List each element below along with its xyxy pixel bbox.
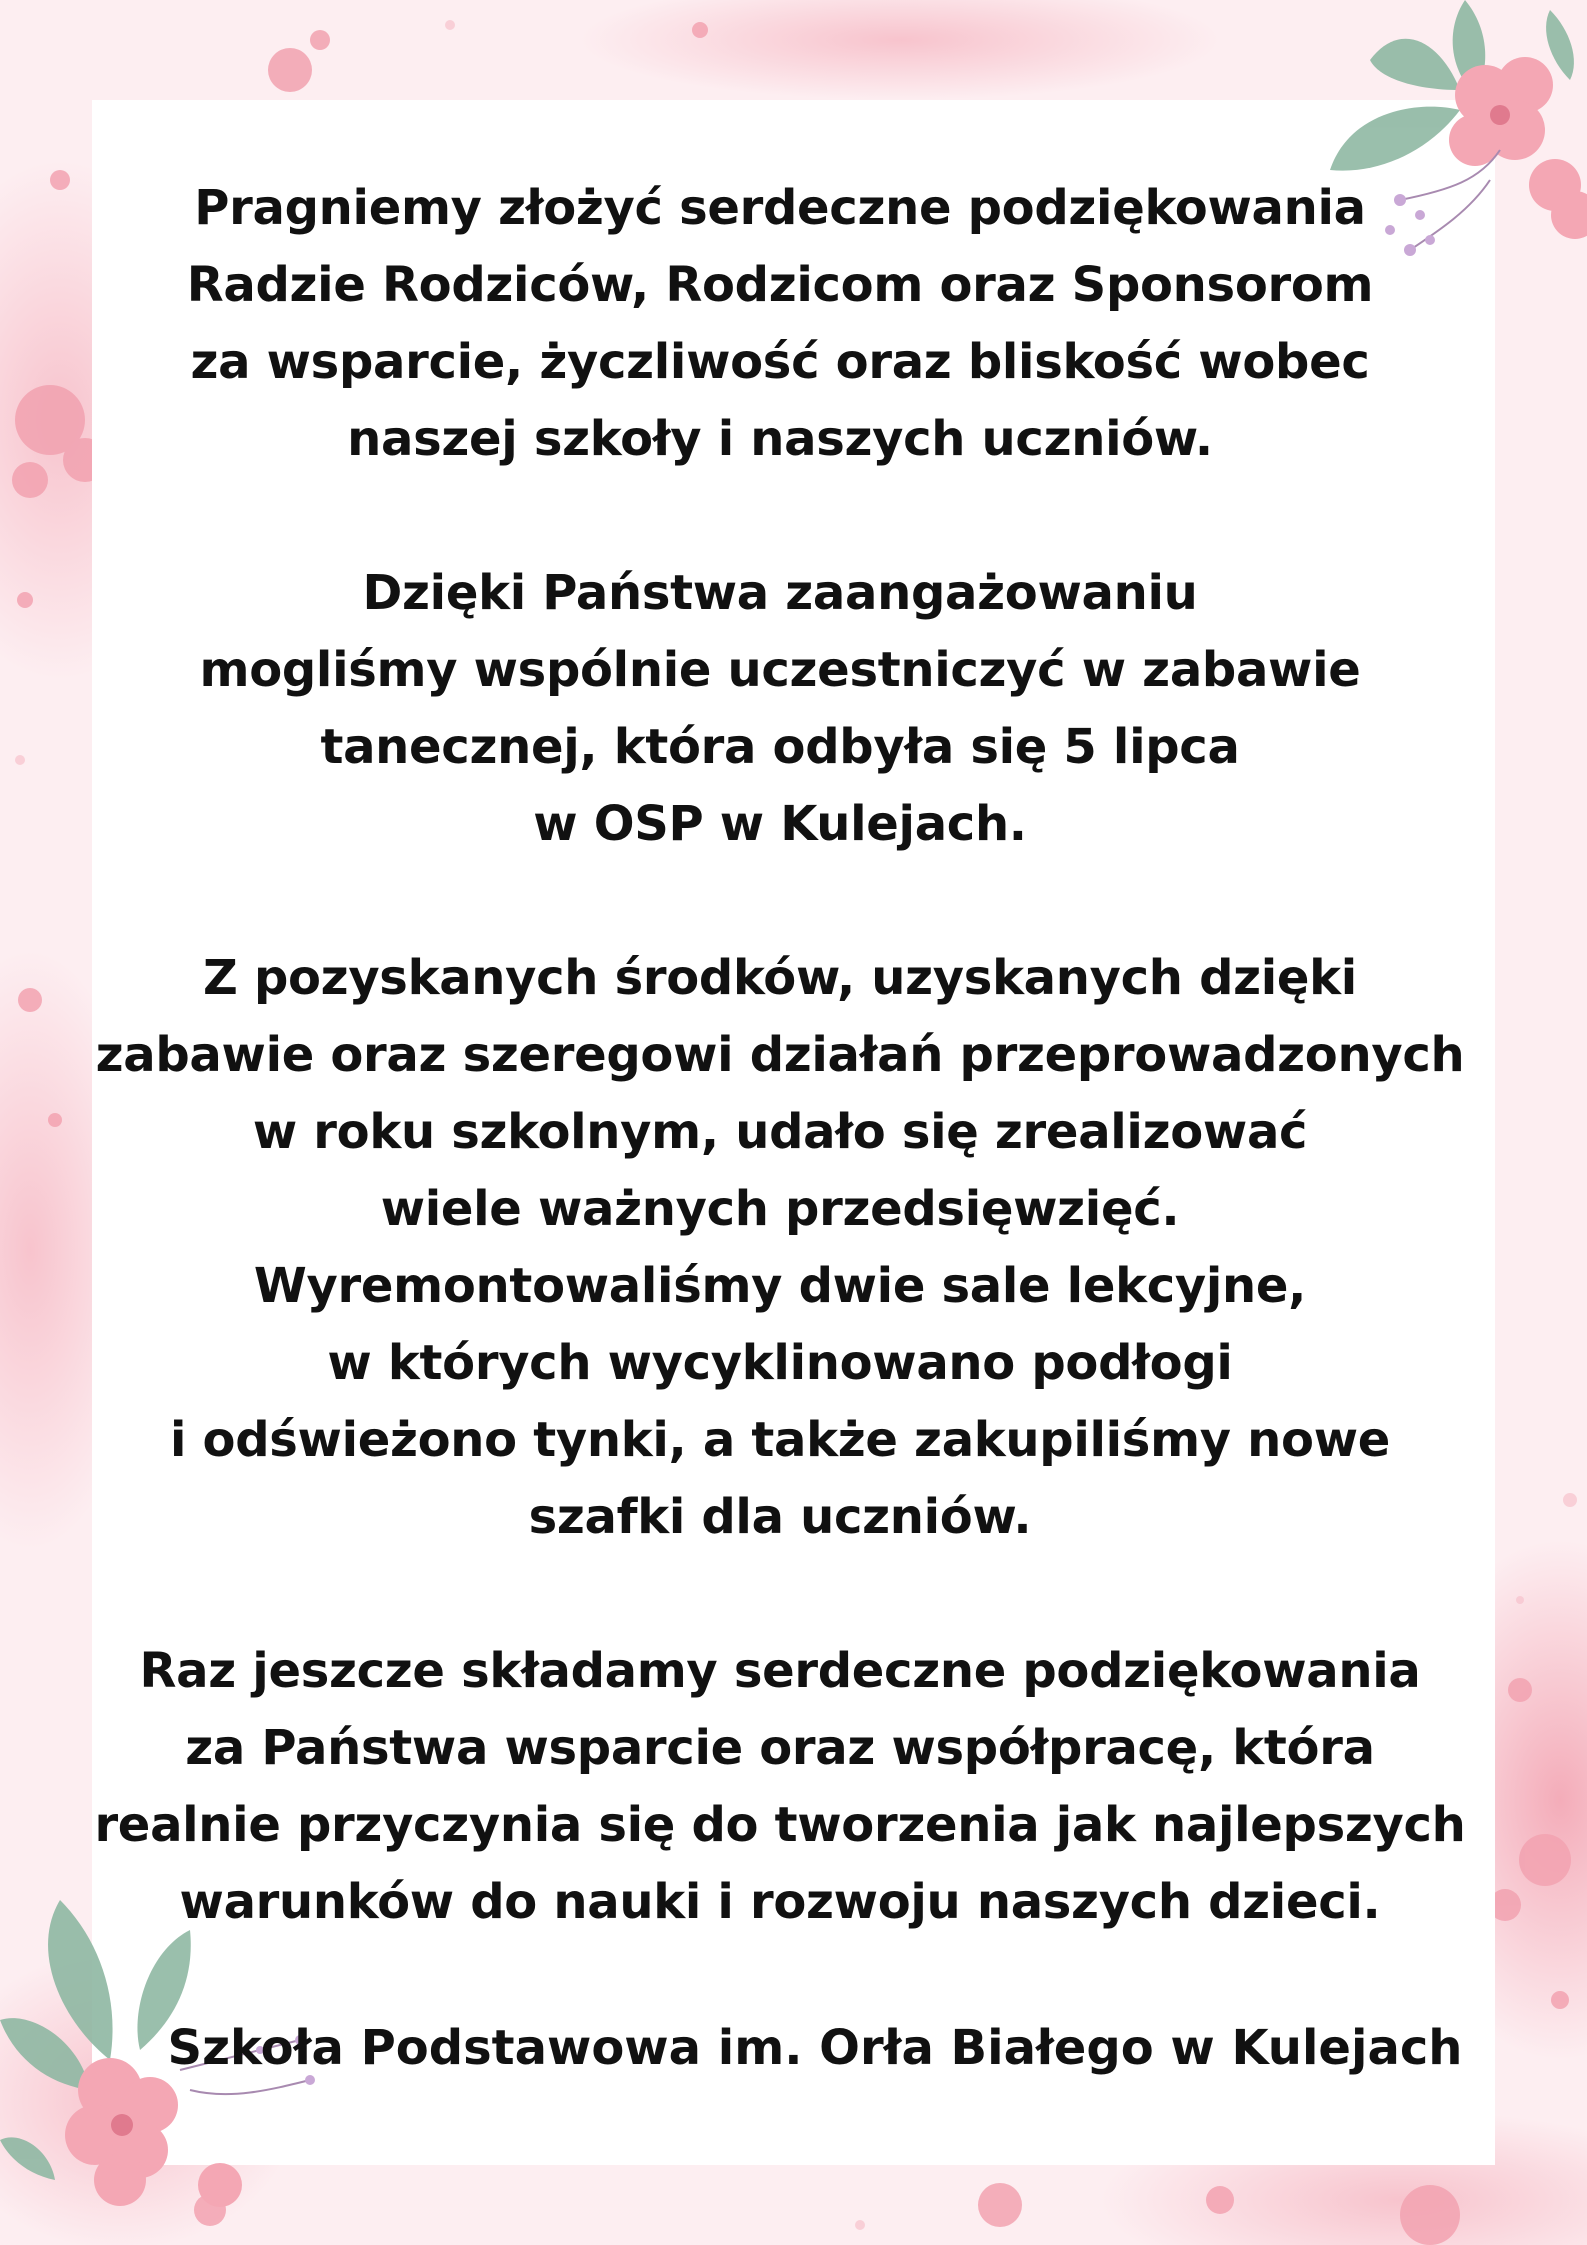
text-line: szafki dla uczniów. — [528, 1489, 1032, 1545]
text-line: Raz jeszcze składamy serdeczne podziękowania — [139, 1643, 1421, 1699]
text-line: zabawie oraz szeregowi działań przeprowadzonych — [95, 1027, 1465, 1083]
text-line: Radzie Rodziców, Rodzicom oraz Sponsorom — [186, 257, 1374, 313]
text-line: Wyremontowaliśmy dwie sale lekcyjne, — [253, 1258, 1307, 1314]
text-line: i odświeżono tynki, a także zakupiliśmy nowe — [169, 1412, 1391, 1468]
paragraph-thanks — [60, 170, 1500, 478]
text-line: realnie przyczynia się do tworzenia jak najlepszych — [94, 1797, 1466, 1853]
text-line: Dzięki Państwa zaangażowaniu — [362, 565, 1198, 621]
text-line: w OSP w Kulejach. — [533, 796, 1027, 852]
letter-body — [60, 170, 1500, 1941]
paragraph-event — [60, 555, 1500, 863]
text-line: w których wycyklinowano podłogi — [327, 1335, 1233, 1391]
text-line: Pragniemy złożyć serdeczne podziękowania — [194, 180, 1366, 236]
text-line: za wsparcie, życzliwość oraz bliskość wobec — [190, 334, 1370, 390]
text-line: w roku szkolnym, udało się zrealizować — [252, 1104, 1308, 1160]
text-line: Z pozyskanych środków, uzyskanych dzięki — [203, 950, 1357, 1006]
signature: Szkoła Podstawowa im. Orła Białego w Kulejach — [167, 2020, 1463, 2076]
text-line: tanecznej, która odbyła się 5 lipca — [320, 719, 1240, 775]
text-line: mogliśmy wspólnie uczestniczyć w zabawie — [199, 642, 1361, 698]
text-line: warunków do nauki i rozwoju naszych dzieci. — [179, 1874, 1381, 1930]
paragraph-achievements — [60, 940, 1500, 1556]
paragraph-closing — [60, 1633, 1500, 1941]
text-line: wiele ważnych przedsięwzięć. — [380, 1181, 1180, 1237]
text-line: za Państwa wsparcie oraz współpracę, która — [185, 1720, 1375, 1776]
text-line: naszej szkoły i naszych uczniów. — [347, 411, 1213, 467]
